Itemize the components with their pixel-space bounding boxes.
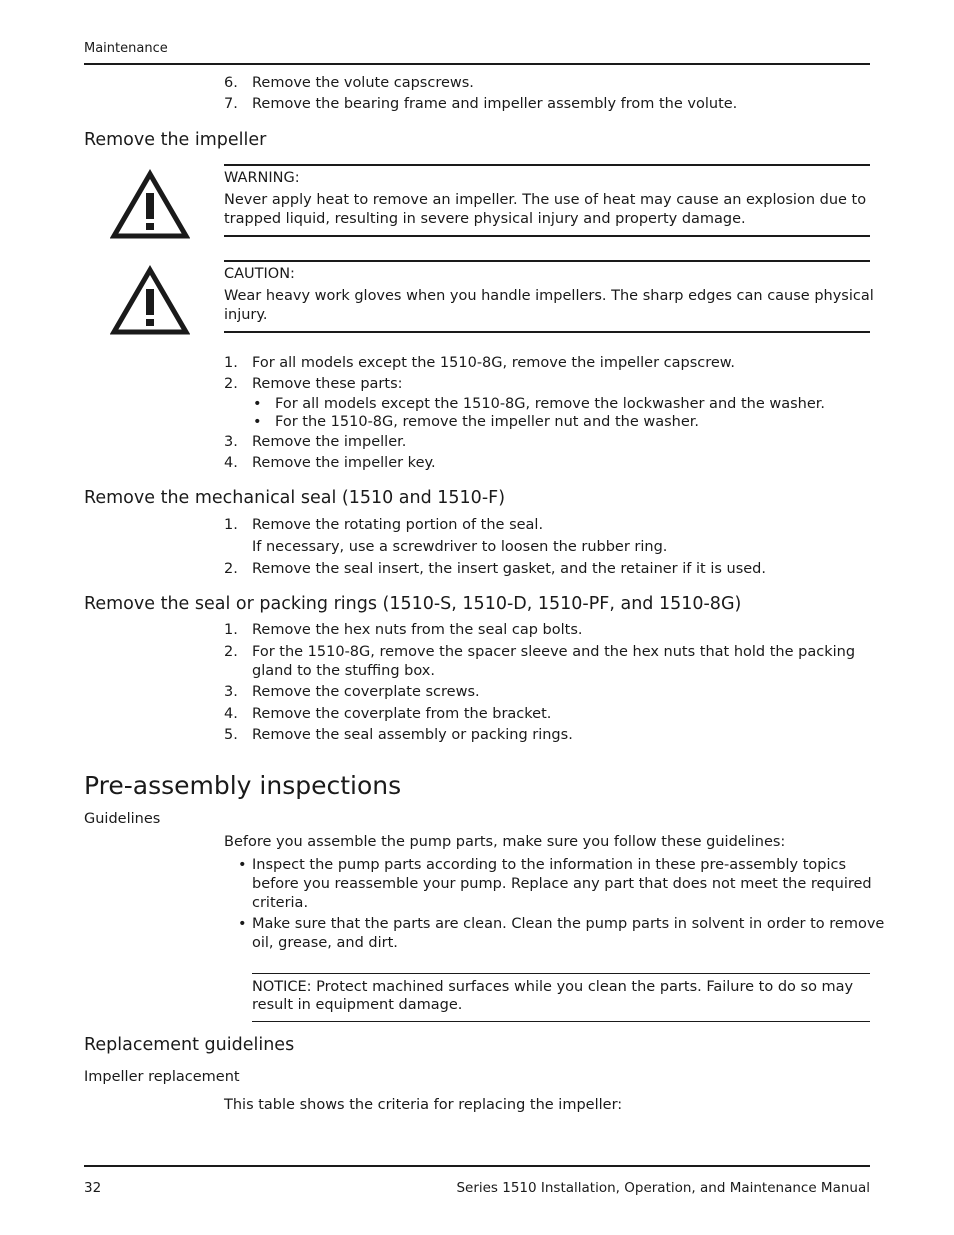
list-item: • For the 1510-8G, remove the impeller nut and the washer. xyxy=(253,414,700,430)
list-item: 2. Remove the seal insert, the insert gasket, and the retainer if it is used. xyxy=(224,561,766,577)
list-item: 1. Remove the rotating portion of the seal. xyxy=(224,517,544,533)
bullet-text-line: Inspect the pump parts according to the information in these pre-assembly topics xyxy=(252,857,847,873)
list-item: 4. Remove the impeller key. xyxy=(224,455,436,471)
bullet-marker: • xyxy=(238,916,247,932)
notice-text-line: result in equipment damage. xyxy=(252,997,463,1013)
bullet-text-line: oil, grease, and dirt. xyxy=(252,935,398,951)
warning-bottom-rule xyxy=(224,235,870,237)
step-note: If necessary, use a screwdriver to loosen the rubber ring. xyxy=(252,539,668,555)
bullet-text-line: criteria. xyxy=(252,895,309,911)
list-item: 3. Remove the impeller. xyxy=(224,434,407,450)
bullet-marker: • xyxy=(238,857,247,873)
subsection-heading: Impeller replacement xyxy=(84,1069,240,1085)
running-header: Maintenance xyxy=(84,41,168,56)
caution-text-line: Wear heavy work gloves when you handle impellers. The sharp edges can cause physical xyxy=(224,288,874,304)
list-item-continuation: gland to the stuffing box. xyxy=(252,663,435,679)
bullet-text-line: before you reassemble your pump. Replace any part that does not meet the required xyxy=(252,876,872,892)
warning-top-rule xyxy=(224,164,870,166)
warning-text-line: Never apply heat to remove an impeller. The use of heat may cause an explosion due to xyxy=(224,192,867,208)
section-heading: Replacement guidelines xyxy=(84,1035,295,1055)
page-number: 32 xyxy=(84,1180,102,1196)
section-heading: Remove the impeller xyxy=(84,130,267,150)
paragraph: This table shows the criteria for replacing the impeller: xyxy=(224,1097,623,1113)
caution-bottom-rule xyxy=(224,331,870,333)
warning-text-line: trapped liquid, resulting in severe physical injury and property damage. xyxy=(224,211,746,227)
subsection-heading: Guidelines xyxy=(84,811,161,827)
section-heading: Remove the seal or packing rings (1510-S, 1510-D, 1510-PF, and 1510-8G) xyxy=(84,594,742,614)
caution-text-line: injury. xyxy=(224,307,268,323)
caution-top-rule xyxy=(224,260,870,262)
caution-icon xyxy=(110,265,190,337)
notice-bottom-rule xyxy=(252,1021,870,1022)
section-heading: Remove the mechanical seal (1510 and 1510-F) xyxy=(84,488,506,508)
list-item: 4. Remove the coverplate from the bracket. xyxy=(224,706,552,722)
notice-text-line: NOTICE: Protect machined surfaces while you clean the parts. Failure to do so may xyxy=(252,979,854,995)
list-item: 1. Remove the hex nuts from the seal cap bolts. xyxy=(224,622,583,638)
warning-icon xyxy=(110,169,190,241)
list-item: • For all models except the 1510-8G, remove the lockwasher and the washer. xyxy=(253,396,826,412)
footer-rule xyxy=(84,1165,870,1167)
manual-title: Series 1510 Installation, Operation, and Maintenance Manual xyxy=(456,1180,870,1196)
list-item: 1. For all models except the 1510-8G, remove the impeller capscrew. xyxy=(224,355,735,371)
warning-label: WARNING: xyxy=(224,170,300,186)
chapter-heading: Pre-assembly inspections xyxy=(84,771,402,800)
bullet-text-line: Make sure that the parts are clean. Clean the pump parts in solvent in order to remove xyxy=(252,916,885,932)
list-item: 3. Remove the coverplate screws. xyxy=(224,684,480,700)
caution-label: CAUTION: xyxy=(224,266,295,282)
header-rule xyxy=(84,63,870,65)
list-item: 6. Remove the volute capscrews. xyxy=(224,75,474,91)
list-item: 5. Remove the seal assembly or packing rings. xyxy=(224,727,573,743)
notice-top-rule xyxy=(252,973,870,974)
list-item: 7. Remove the bearing frame and impeller assembly from the volute. xyxy=(224,96,738,112)
list-item: 2. Remove these parts: xyxy=(224,376,403,392)
notice-label: NOTICE: xyxy=(252,979,312,995)
paragraph: Before you assemble the pump parts, make sure you follow these guidelines: xyxy=(224,834,786,850)
list-item: 2. For the 1510-8G, remove the spacer sleeve and the hex nuts that hold the packing xyxy=(224,644,856,660)
